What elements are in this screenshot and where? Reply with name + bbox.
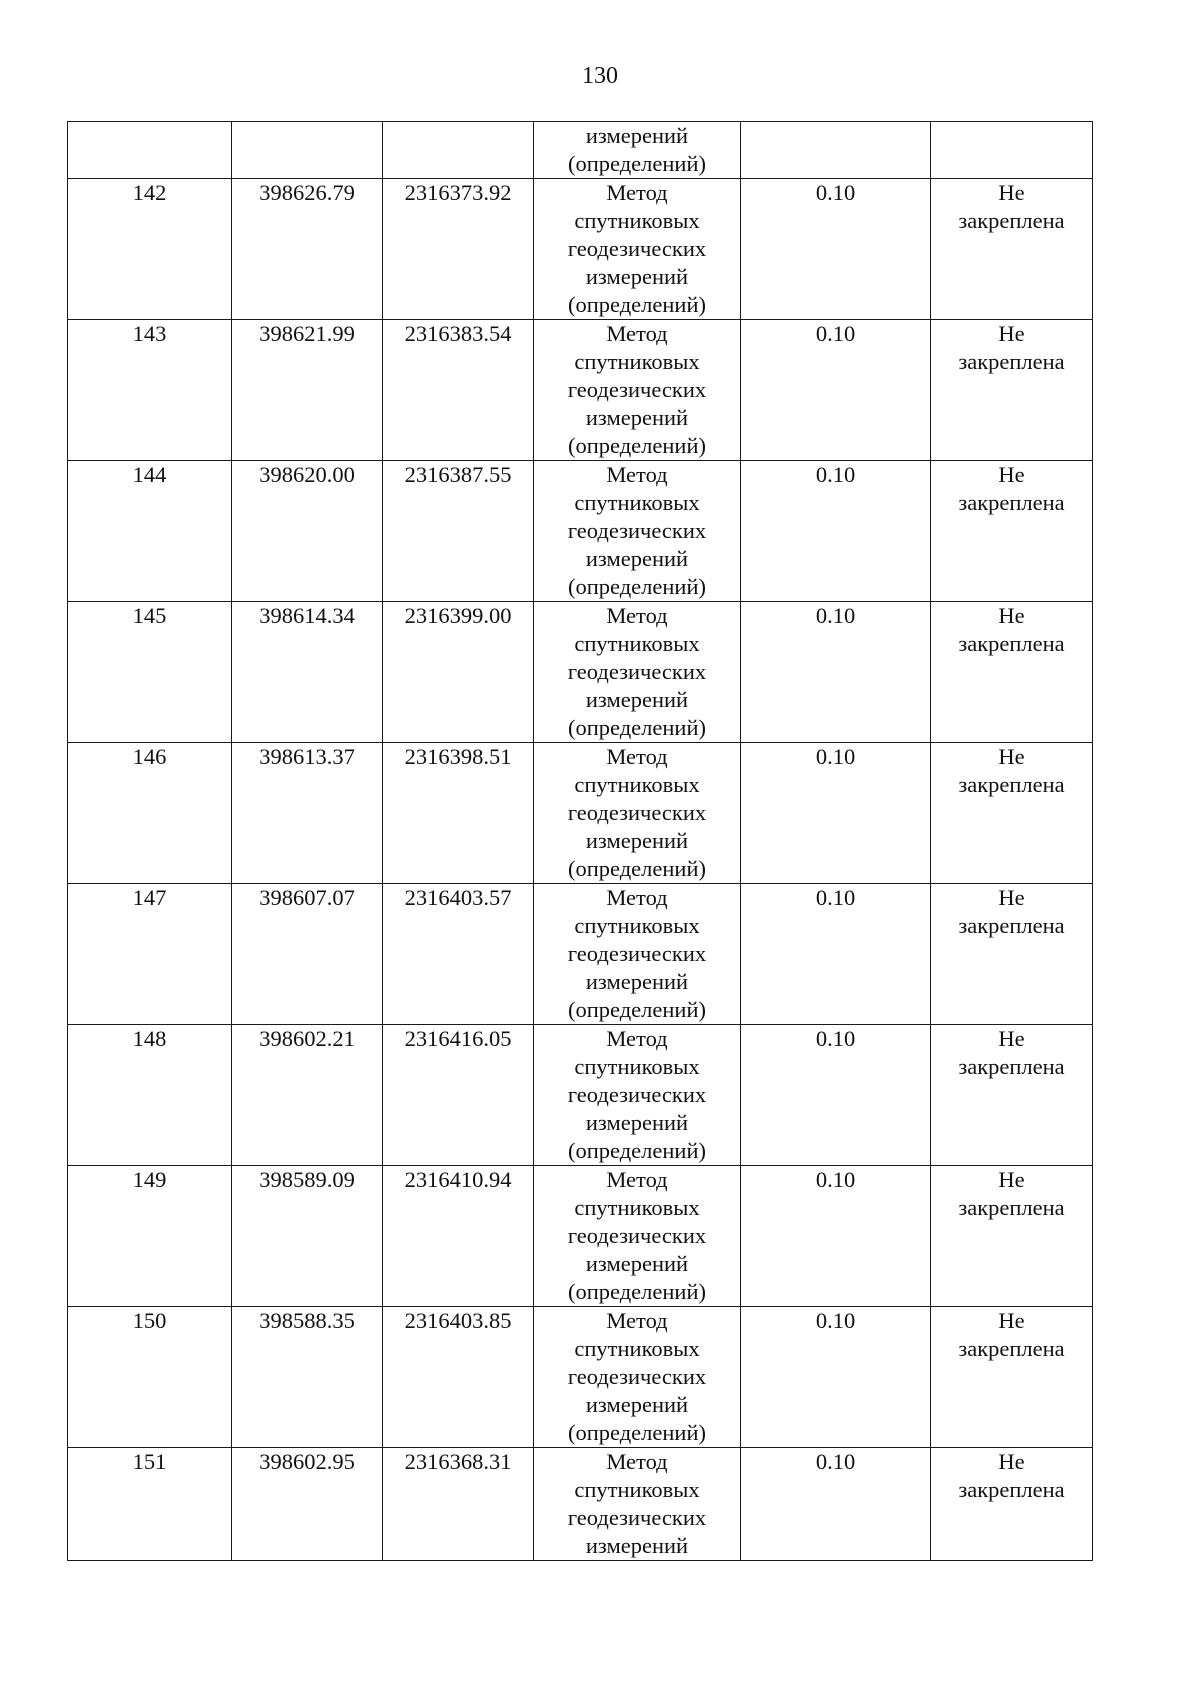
- coordinates-table-body: [68, 122, 1093, 1561]
- method-cell: Метод спутниковых геодезических измерений (определений): [534, 884, 741, 1025]
- y-coordinate-cell: 2316399.00: [383, 602, 534, 743]
- method-cell: измерений (определений): [534, 122, 741, 179]
- fixation-cell: Не закреплена: [931, 1448, 1093, 1561]
- point-cell: 147: [68, 884, 232, 1025]
- point-cell: 143: [68, 320, 232, 461]
- point-cell: [68, 122, 232, 179]
- point-cell: 144: [68, 461, 232, 602]
- accuracy-cell: 0.10: [741, 884, 931, 1025]
- table-row: [68, 1166, 1093, 1307]
- method-cell: Метод спутниковых геодезических измерений (определений): [534, 1025, 741, 1166]
- x-coordinate-cell: 398613.37: [232, 743, 383, 884]
- table-row: [68, 1025, 1093, 1166]
- fixation-cell: Не закреплена: [931, 1307, 1093, 1448]
- y-cell: [383, 122, 534, 179]
- fixation-cell: Не закреплена: [931, 1166, 1093, 1307]
- accuracy-cell: 0.10: [741, 179, 931, 320]
- accuracy-cell: 0.10: [741, 1025, 931, 1166]
- page-number: 130: [582, 63, 618, 89]
- method-cell: Метод спутниковых геодезических измерений (определений): [534, 320, 741, 461]
- point-cell: 150: [68, 1307, 232, 1448]
- table-row-continuation: [68, 122, 1093, 179]
- x-cell: [232, 122, 383, 179]
- point-cell: 146: [68, 743, 232, 884]
- coordinates-table: [67, 121, 1093, 1561]
- point-cell: 149: [68, 1166, 232, 1307]
- method-cell: Метод спутниковых геодезических измерений (определений): [534, 461, 741, 602]
- table-row: [68, 743, 1093, 884]
- method-cell: Метод спутниковых геодезических измерений (определений): [534, 1166, 741, 1307]
- fixation-cell: Не закреплена: [931, 743, 1093, 884]
- method-cell: Метод спутниковых геодезических измерений (определений): [534, 743, 741, 884]
- table-row: [68, 461, 1093, 602]
- y-coordinate-cell: 2316416.05: [383, 1025, 534, 1166]
- accuracy-cell: 0.10: [741, 743, 931, 884]
- table-row: [68, 320, 1093, 461]
- fixation-cell: Не закреплена: [931, 602, 1093, 743]
- x-coordinate-cell: 398614.34: [232, 602, 383, 743]
- x-coordinate-cell: 398620.00: [232, 461, 383, 602]
- point-cell: 148: [68, 1025, 232, 1166]
- table-row: [68, 602, 1093, 743]
- y-coordinate-cell: 2316410.94: [383, 1166, 534, 1307]
- fixation-cell: Не закреплена: [931, 320, 1093, 461]
- accuracy-cell: 0.10: [741, 320, 931, 461]
- fixation-cell: Не закреплена: [931, 1025, 1093, 1166]
- table-row: [68, 1448, 1093, 1561]
- y-coordinate-cell: 2316398.51: [383, 743, 534, 884]
- x-coordinate-cell: 398626.79: [232, 179, 383, 320]
- table-row: [68, 884, 1093, 1025]
- x-coordinate-cell: 398589.09: [232, 1166, 383, 1307]
- accuracy-cell: 0.10: [741, 1166, 931, 1307]
- method-cell: Метод спутниковых геодезических измерений (определений): [534, 1307, 741, 1448]
- accuracy-cell: 0.10: [741, 461, 931, 602]
- point-cell: 145: [68, 602, 232, 743]
- y-coordinate-cell: 2316403.57: [383, 884, 534, 1025]
- method-cell: Метод спутниковых геодезических измерений (определений): [534, 179, 741, 320]
- x-coordinate-cell: 398602.95: [232, 1448, 383, 1561]
- x-coordinate-cell: 398602.21: [232, 1025, 383, 1166]
- x-coordinate-cell: 398607.07: [232, 884, 383, 1025]
- fixation-cell: [931, 122, 1093, 179]
- y-coordinate-cell: 2316373.92: [383, 179, 534, 320]
- accuracy-cell: 0.10: [741, 1307, 931, 1448]
- fixation-cell: Не закреплена: [931, 884, 1093, 1025]
- table-row: [68, 179, 1093, 320]
- accuracy-cell: 0.10: [741, 1448, 931, 1561]
- point-cell: 142: [68, 179, 232, 320]
- table-row: [68, 1307, 1093, 1448]
- method-cell: Метод спутниковых геодезических измерений: [534, 1448, 741, 1561]
- accuracy-cell: [741, 122, 931, 179]
- fixation-cell: Не закреплена: [931, 461, 1093, 602]
- x-coordinate-cell: 398588.35: [232, 1307, 383, 1448]
- y-coordinate-cell: 2316403.85: [383, 1307, 534, 1448]
- fixation-cell: Не закреплена: [931, 179, 1093, 320]
- method-cell: Метод спутниковых геодезических измерений (определений): [534, 602, 741, 743]
- y-coordinate-cell: 2316383.54: [383, 320, 534, 461]
- y-coordinate-cell: 2316387.55: [383, 461, 534, 602]
- y-coordinate-cell: 2316368.31: [383, 1448, 534, 1561]
- x-coordinate-cell: 398621.99: [232, 320, 383, 461]
- accuracy-cell: 0.10: [741, 602, 931, 743]
- point-cell: 151: [68, 1448, 232, 1561]
